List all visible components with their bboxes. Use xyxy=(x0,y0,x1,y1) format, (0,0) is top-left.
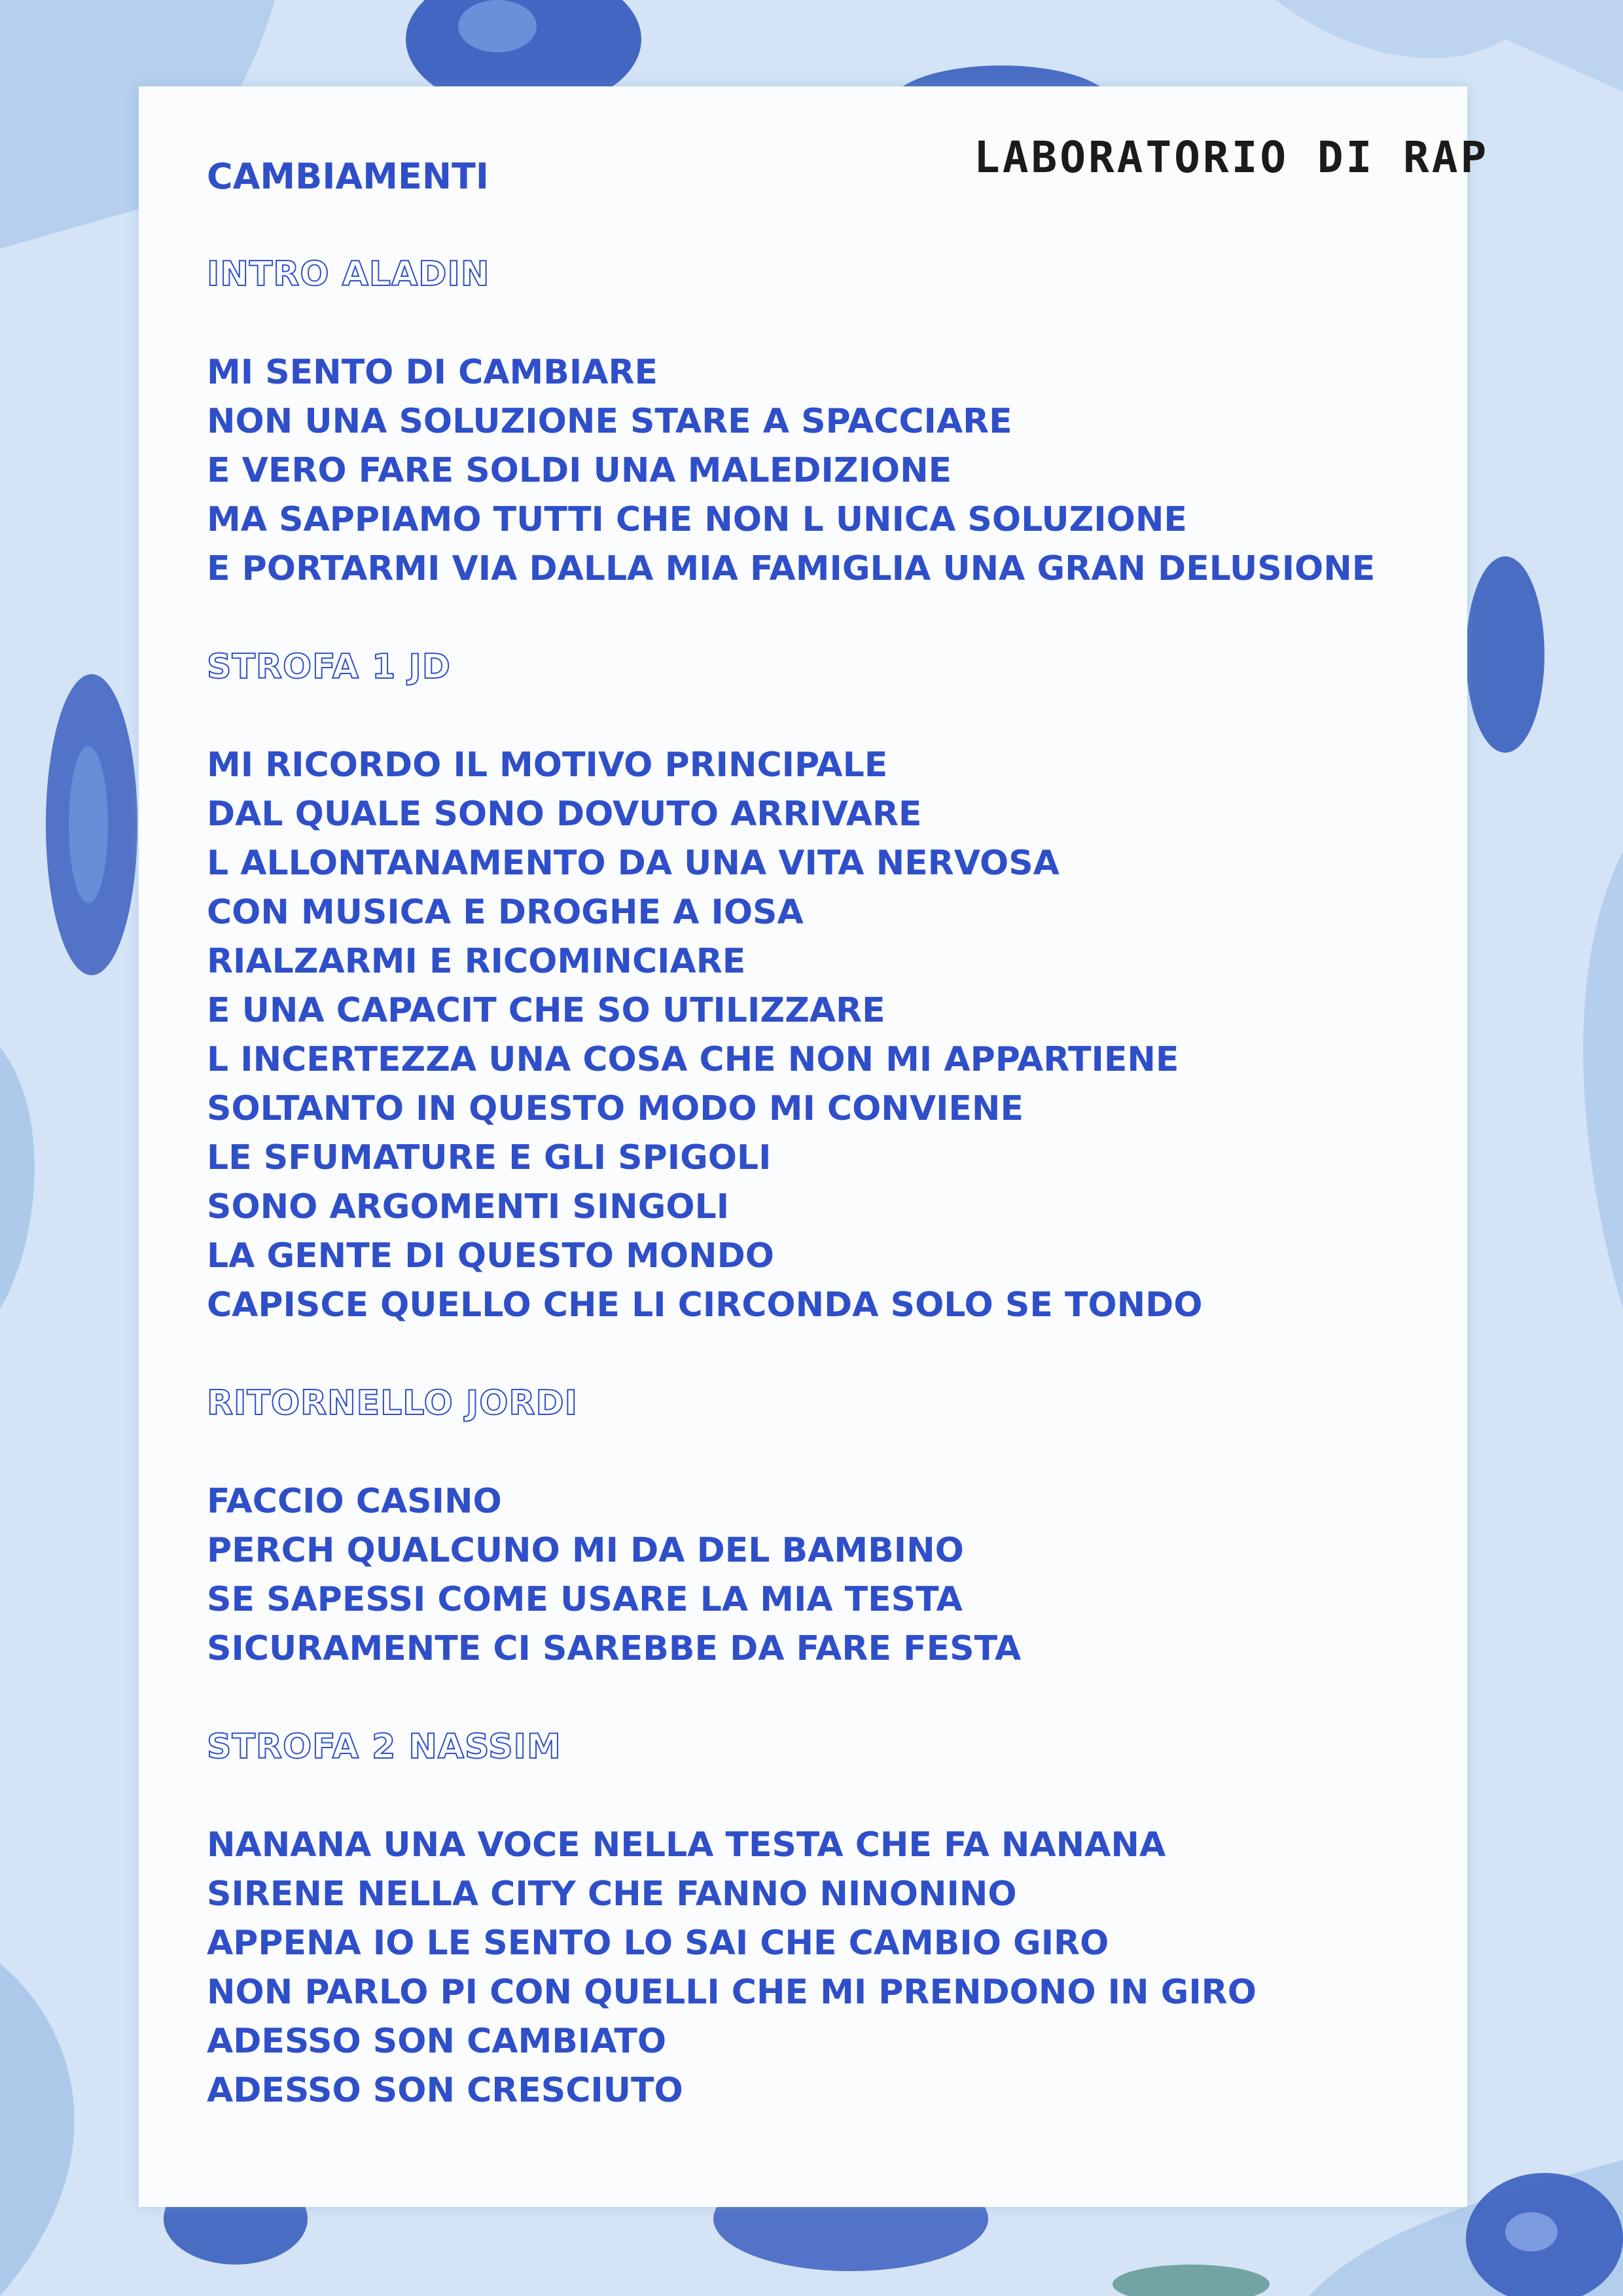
lyric-line: CON MUSICA E DROGHE A IOSA xyxy=(207,893,804,932)
lyric-line: NON PARLO PI CON QUELLI CHE MI PRENDONO IN GIRO xyxy=(207,1973,1257,2012)
lyric-line: MI RICORDO IL MOTIVO PRINCIPALE xyxy=(207,745,888,785)
section-heading-verse-2: STROFA 2 NASSIM xyxy=(207,1727,562,1767)
lyric-line: CAPISCE QUELLO CHE LI CIRCONDA SOLO SE TONDO xyxy=(207,1285,1203,1325)
lyric-line: PERCH QUALCUNO MI DA DEL BAMBINO xyxy=(207,1531,964,1570)
lyric-line: E UNA CAPACIT CHE SO UTILIZZARE xyxy=(207,991,885,1030)
lyric-line: SONO ARGOMENTI SINGOLI xyxy=(207,1187,730,1227)
lyric-line: SICURAMENTE CI SAREBBE DA FARE FESTA xyxy=(207,1629,1022,1668)
lyric-line: SE SAPESSI COME USARE LA MIA TESTA xyxy=(207,1580,963,1619)
section-heading-verse-1: STROFA 1 JD xyxy=(207,647,451,687)
lyric-line: NON UNA SOLUZIONE STARE A SPACCIARE xyxy=(207,402,1012,441)
lyrics-document xyxy=(207,152,1450,2115)
lyric-line: NANANA UNA VOCE NELLA TESTA CHE FA NANANA xyxy=(207,1825,1166,1865)
lyric-line: MA SAPPIAMO TUTTI CHE NON L UNICA SOLUZIONE xyxy=(207,500,1187,539)
song-title: CAMBIAMENTI xyxy=(207,156,489,197)
lyric-line: MI SENTO DI CAMBIARE xyxy=(207,353,658,392)
lyric-line: RIALZARMI E RICOMINCIARE xyxy=(207,942,746,981)
lyric-line: SIRENE NELLA CITY CHE FANNO NINONINO xyxy=(207,1874,1017,1914)
lyric-line: APPENA IO LE SENTO LO SAI CHE CAMBIO GIRO xyxy=(207,1924,1109,1963)
lyric-line: L ALLONTANAMENTO DA UNA VITA NERVOSA xyxy=(207,844,1060,883)
lyric-line: FACCIO CASINO xyxy=(207,1482,502,1521)
lyric-line: L INCERTEZZA UNA COSA CHE NON MI APPARTIENE xyxy=(207,1040,1179,1079)
lyric-line: E VERO FARE SOLDI UNA MALEDIZIONE xyxy=(207,451,952,490)
lyric-line: E PORTARMI VIA DALLA MIA FAMIGLIA UNA GRAN DELUSIONE xyxy=(207,549,1376,588)
workshop-label: LABORATORIO DI RAP xyxy=(974,132,1489,183)
section-heading-chorus: RITORNELLO JORDI xyxy=(207,1384,578,1423)
lyric-line: ADESSO SON CRESCIUTO xyxy=(207,2071,683,2110)
section-heading-intro: INTRO ALADIN xyxy=(207,255,490,294)
lyric-line: ADESSO SON CAMBIATO xyxy=(207,2022,667,2061)
lyric-line: SOLTANTO IN QUESTO MODO MI CONVIENE xyxy=(207,1089,1024,1128)
lyric-line: DAL QUALE SONO DOVUTO ARRIVARE xyxy=(207,795,922,834)
lyric-line: LA GENTE DI QUESTO MONDO xyxy=(207,1236,774,1276)
lyric-line: LE SFUMATURE E GLI SPIGOLI xyxy=(207,1138,772,1177)
